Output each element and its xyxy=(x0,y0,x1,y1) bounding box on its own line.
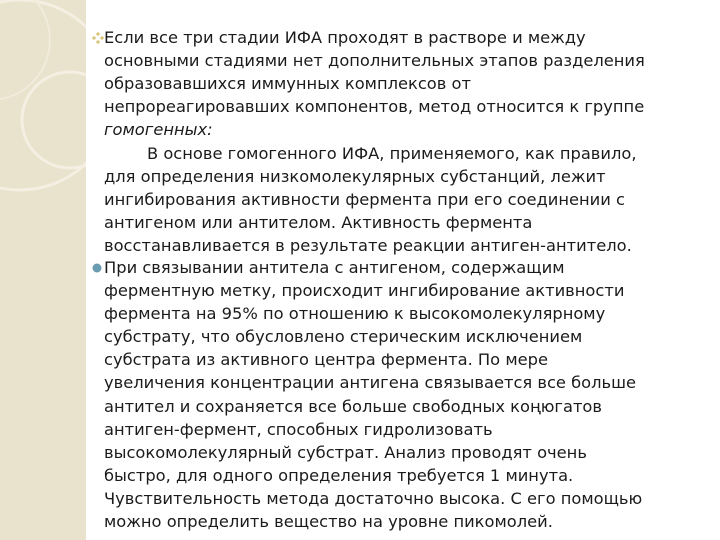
diamond-bullet-icon xyxy=(92,32,104,44)
text-line: быстро, для одного определения требуется 1 минута. xyxy=(104,465,574,485)
text-line: антител и сохраняется все больше свободных коңюгатов xyxy=(104,396,602,416)
text-line: высокомолекулярный субстрат. Анализ проводят очень xyxy=(104,442,587,462)
text-line: восстанавливается в результате реакции антиген-антитело. xyxy=(104,236,632,256)
text-line: антигеном или антителом. Активность фермента xyxy=(104,213,533,233)
text-line: Чувствительность метода достаточно высока. С его помощью xyxy=(104,488,643,508)
round-bullet-icon xyxy=(92,263,102,273)
paragraph-homogeneous-principle xyxy=(104,142,718,257)
text-line: При связывании антитела с антигеном, содержащим xyxy=(104,258,565,277)
text-line: для определения низкомолекулярных субстанций, лежит xyxy=(104,167,606,187)
paragraph-homogeneous-definition xyxy=(104,26,718,141)
text-line: субстрата из активного центра фермента. По мере xyxy=(104,350,548,370)
text-line: непрореагировавших компонентов, метод относится к группе xyxy=(104,97,645,117)
text-line: образовавшихся иммунных комплексов от xyxy=(104,74,471,94)
text-line: ферментную метку, происходит ингибирование активности xyxy=(104,281,625,301)
text-line: антиген-фермент, способных гидролизовать xyxy=(104,419,493,439)
text-line: увеличения концентрации антигена связывается все больше xyxy=(104,373,637,393)
paragraph-antibody-binding xyxy=(104,256,718,533)
text-line-italic: гомогенных: xyxy=(104,120,213,140)
text-line: фермента на 95% по отношению к высокомолекулярному xyxy=(104,304,606,324)
text-line: ингибирования активности фермента при его соединении с xyxy=(104,190,625,210)
text-line: основными стадиями нет дополнительных этапов разделения xyxy=(104,51,645,71)
text-line: можно определить вещество на уровне пикомолей. xyxy=(104,512,553,532)
text-line: В основе гомогенного ИФА, применяемого, как правило, xyxy=(147,144,637,163)
slide-content xyxy=(86,0,720,540)
text-line: Если все три стадии ИФА проходят в растворе и между xyxy=(104,28,586,47)
decorative-side-band xyxy=(0,0,86,540)
decorative-circles-graphic xyxy=(0,0,86,540)
text-line: субстрату, что обусловлено стерическим исключением xyxy=(104,327,583,347)
